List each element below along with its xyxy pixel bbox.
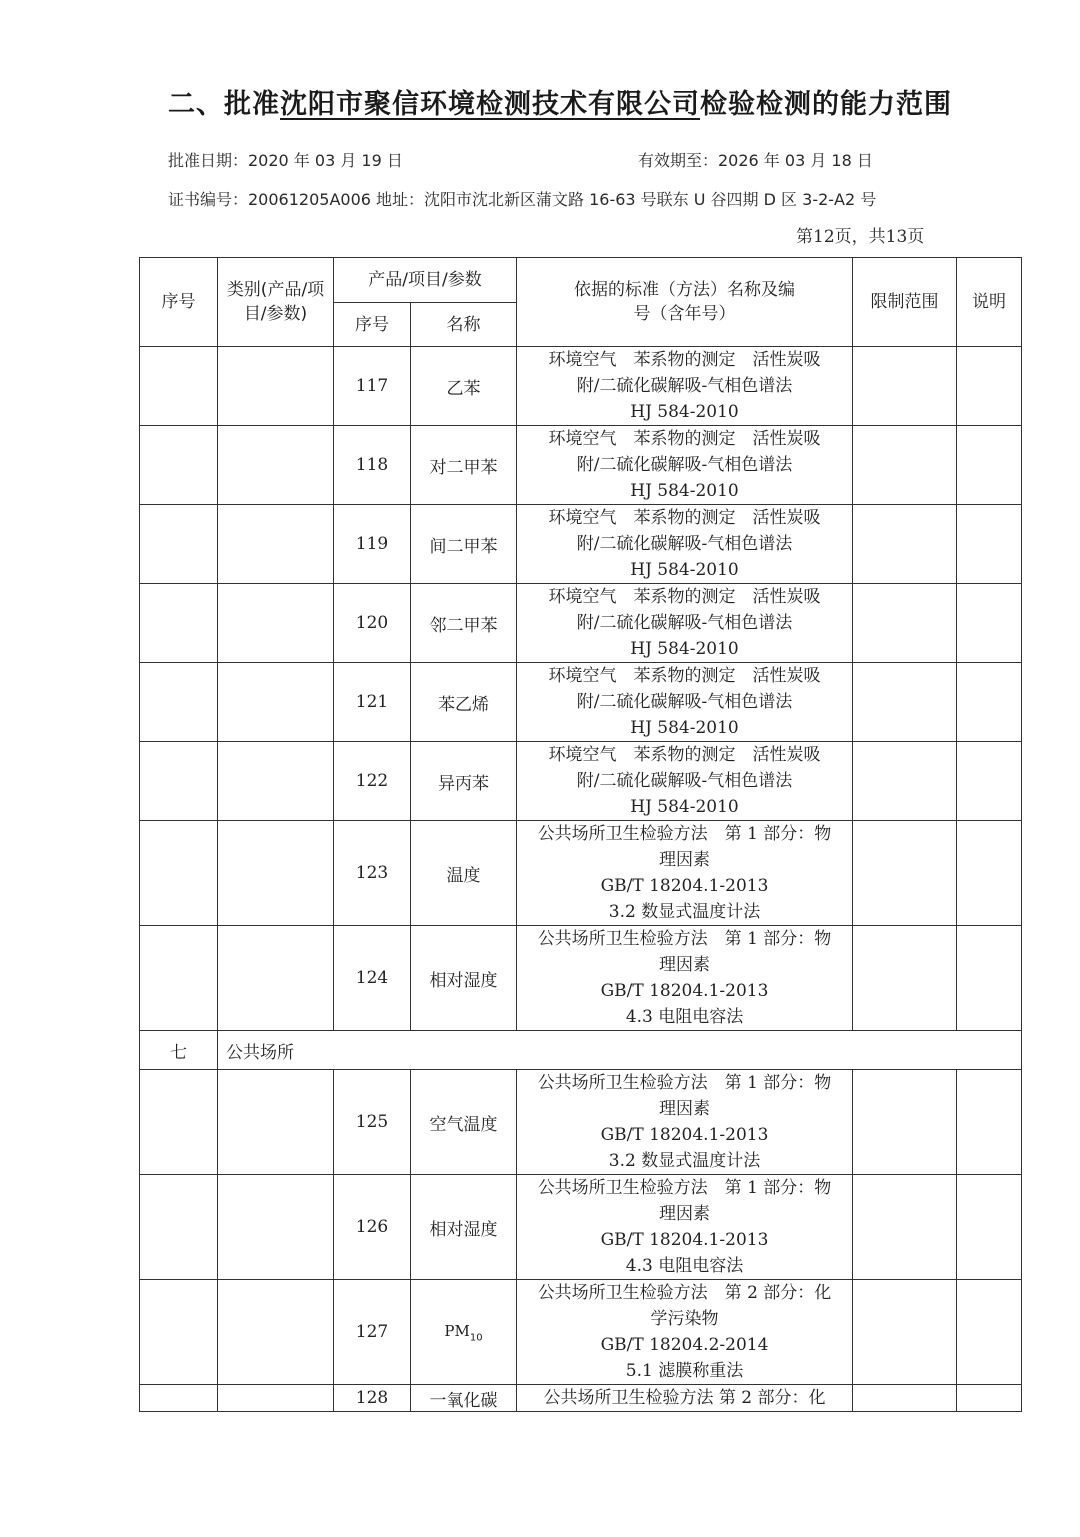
col-header-category: 类别(产品/项目/参数) <box>218 258 334 347</box>
standard-line: HJ 584-2010 <box>630 639 739 659</box>
limit-cell <box>853 505 957 584</box>
standard-cell <box>517 821 853 926</box>
category-cell <box>218 821 334 926</box>
item-name: 温度 <box>411 821 517 926</box>
standard-line: 环境空气 苯系物的测定 活性炭吸 <box>548 587 821 607</box>
limit-cell <box>853 1070 957 1175</box>
standard-cell <box>517 426 853 505</box>
category-cell <box>218 926 334 1031</box>
category-cell <box>218 663 334 742</box>
table-row <box>140 926 1022 1031</box>
standard-line: 理因素 <box>659 850 710 870</box>
category-cell <box>218 426 334 505</box>
standard-line: 理因素 <box>659 1204 710 1224</box>
limit-cell <box>853 584 957 663</box>
seq-cell <box>140 1280 218 1385</box>
standard-line: 附/二硫化碳解吸-气相色谱法 <box>576 534 793 554</box>
standard-cell <box>517 1175 853 1280</box>
item-number: 125 <box>334 1070 411 1175</box>
limit-cell <box>853 347 957 426</box>
note-cell <box>957 926 1022 1031</box>
item-number: 126 <box>334 1175 411 1280</box>
item-name <box>411 1280 517 1385</box>
note-cell <box>957 584 1022 663</box>
standard-line: 附/二硫化碳解吸-气相色谱法 <box>576 771 793 791</box>
standard-cell <box>517 584 853 663</box>
table-row <box>140 821 1022 926</box>
item-name-base: PM <box>444 1321 470 1340</box>
limit-cell <box>853 742 957 821</box>
seq-cell <box>140 584 218 663</box>
col-header-product-group: 产品/项目/参数 <box>334 258 517 303</box>
table-row <box>140 426 1022 505</box>
standard-cell <box>517 663 853 742</box>
item-number: 121 <box>334 663 411 742</box>
note-cell <box>957 426 1022 505</box>
standard-line: GB/T 18204.1-2013 <box>600 1125 769 1145</box>
limit-cell <box>853 426 957 505</box>
standard-line: 环境空气 苯系物的测定 活性炭吸 <box>548 508 821 528</box>
table-row <box>140 1175 1022 1280</box>
item-number: 124 <box>334 926 411 1031</box>
standard-cell <box>517 1385 853 1412</box>
standard-line: GB/T 18204.2-2014 <box>600 1335 769 1355</box>
table-row <box>140 505 1022 584</box>
seq-cell <box>140 926 218 1031</box>
section-label: 公共场所 <box>218 1031 1022 1070</box>
item-number: 118 <box>334 426 411 505</box>
note-cell <box>957 1070 1022 1175</box>
category-cell <box>218 505 334 584</box>
limit-cell <box>853 663 957 742</box>
seq-cell <box>140 742 218 821</box>
standard-line: 4.3 电阻电容法 <box>625 1007 744 1027</box>
seq-cell <box>140 347 218 426</box>
standard-cell <box>517 742 853 821</box>
standard-line: 环境空气 苯系物的测定 活性炭吸 <box>548 745 821 765</box>
category-cell <box>218 1385 334 1412</box>
col-header-limit: 限制范围 <box>853 258 957 347</box>
table-row <box>140 1070 1022 1175</box>
seq-cell <box>140 1385 218 1412</box>
standard-line: 5.1 滤膜称重法 <box>625 1361 744 1381</box>
standard-line: 公共场所卫生检验方法 第 1 部分：物 <box>537 929 832 949</box>
category-cell <box>218 584 334 663</box>
standard-line: 公共场所卫生检验方法 第 2 部分：化 <box>543 1388 826 1408</box>
table-row <box>140 584 1022 663</box>
seq-cell <box>140 426 218 505</box>
section-number: 七 <box>140 1031 218 1070</box>
section-row <box>140 1031 1022 1070</box>
standard-line: HJ 584-2010 <box>630 718 739 738</box>
note-cell <box>957 505 1022 584</box>
table-row <box>140 663 1022 742</box>
standard-line: 环境空气 苯系物的测定 活性炭吸 <box>548 429 821 449</box>
standard-cell <box>517 926 853 1031</box>
capability-table <box>139 257 1022 1412</box>
note-cell <box>957 1385 1022 1412</box>
note-cell <box>957 1280 1022 1385</box>
standard-line: 4.3 电阻电容法 <box>625 1256 744 1276</box>
standard-line: 环境空气 苯系物的测定 活性炭吸 <box>548 666 821 686</box>
category-cell <box>218 742 334 821</box>
item-name: 邻二甲苯 <box>411 584 517 663</box>
note-cell <box>957 742 1022 821</box>
lab-name: 沈阳市聚信环境检测技术有限公司 <box>280 89 700 120</box>
category-cell <box>218 347 334 426</box>
standard-line: HJ 584-2010 <box>630 481 739 501</box>
seq-cell <box>140 1175 218 1280</box>
item-name: 一氧化碳 <box>411 1385 517 1412</box>
standard-line: 环境空气 苯系物的测定 活性炭吸 <box>548 350 821 370</box>
col-header-sub-seq: 序号 <box>334 303 411 347</box>
limit-cell <box>853 1385 957 1412</box>
item-name-subscript: 10 <box>469 1332 483 1344</box>
seq-cell <box>140 663 218 742</box>
standard-line: GB/T 18204.1-2013 <box>600 981 769 1001</box>
item-name: 空气温度 <box>411 1070 517 1175</box>
standard-line: 附/二硫化碳解吸-气相色谱法 <box>576 376 793 396</box>
standard-line: HJ 584-2010 <box>630 560 739 580</box>
item-number: 127 <box>334 1280 411 1385</box>
item-name: 间二甲苯 <box>411 505 517 584</box>
category-cell <box>218 1280 334 1385</box>
limit-cell <box>853 1175 957 1280</box>
standard-line: GB/T 18204.1-2013 <box>600 876 769 896</box>
valid-until: 有效期至：2026 年 03 月 18 日 <box>638 151 873 170</box>
standard-cell <box>517 505 853 584</box>
seq-cell <box>140 821 218 926</box>
item-name: 乙苯 <box>411 347 517 426</box>
standard-line: 公共场所卫生检验方法 第 1 部分：物 <box>537 1073 832 1093</box>
standard-cell <box>517 347 853 426</box>
item-number: 123 <box>334 821 411 926</box>
standard-line: 3.2 数显式温度计法 <box>608 1151 761 1171</box>
table-row <box>140 742 1022 821</box>
item-number: 122 <box>334 742 411 821</box>
standard-line: 附/二硫化碳解吸-气相色谱法 <box>576 692 793 712</box>
seq-cell <box>140 1070 218 1175</box>
table-row <box>140 1385 1022 1412</box>
standard-line: 学污染物 <box>650 1309 719 1329</box>
standard-line: 理因素 <box>659 1099 710 1119</box>
standard-line: GB/T 18204.1-2013 <box>600 1230 769 1250</box>
item-number: 128 <box>334 1385 411 1412</box>
standard-cell <box>517 1070 853 1175</box>
category-cell <box>218 1175 334 1280</box>
cert-address-line: 证书编号：20061205A006 地址：沈阳市沈北新区蒲文路 16-63 号联东 U 谷四期 D 区 3-2-A2 号 <box>168 190 877 209</box>
seq-cell <box>140 505 218 584</box>
standard-line: 公共场所卫生检验方法 第 1 部分：物 <box>537 824 832 844</box>
standard-line: 公共场所卫生检验方法 第 2 部分：化 <box>537 1283 832 1303</box>
standard-line: 附/二硫化碳解吸-气相色谱法 <box>576 613 793 633</box>
category-cell <box>218 1070 334 1175</box>
page-title: 二、批准沈阳市聚信环境检测技术有限公司检验检测的能力范围 <box>168 89 952 120</box>
col-header-standard: 依据的标准（方法）名称及编号（含年号） <box>517 258 853 347</box>
limit-cell <box>853 1280 957 1385</box>
item-name: 对二甲苯 <box>411 426 517 505</box>
item-name: 相对湿度 <box>411 926 517 1031</box>
standard-line: HJ 584-2010 <box>630 402 739 422</box>
standard-line: 理因素 <box>659 955 710 975</box>
item-name: 异丙苯 <box>411 742 517 821</box>
limit-cell <box>853 926 957 1031</box>
item-number: 119 <box>334 505 411 584</box>
item-number: 120 <box>334 584 411 663</box>
note-cell <box>957 1175 1022 1280</box>
item-name: 苯乙烯 <box>411 663 517 742</box>
limit-cell <box>853 821 957 926</box>
note-cell <box>957 347 1022 426</box>
item-name: 相对湿度 <box>411 1175 517 1280</box>
col-header-note: 说明 <box>957 258 1022 347</box>
note-cell <box>957 663 1022 742</box>
standard-cell <box>517 1280 853 1385</box>
note-cell <box>957 821 1022 926</box>
col-header-seq: 序号 <box>140 258 218 347</box>
col-header-sub-name: 名称 <box>411 303 517 347</box>
table-row <box>140 1280 1022 1385</box>
standard-line: 公共场所卫生检验方法 第 1 部分：物 <box>537 1178 832 1198</box>
page-info: 第12页，共13页 <box>796 227 925 247</box>
item-number: 117 <box>334 347 411 426</box>
table-row <box>140 347 1022 426</box>
approve-date: 批准日期：2020 年 03 月 19 日 <box>168 151 403 170</box>
standard-line: 3.2 数显式温度计法 <box>608 902 761 922</box>
standard-line: HJ 584-2010 <box>630 797 739 817</box>
standard-line: 附/二硫化碳解吸-气相色谱法 <box>576 455 793 475</box>
